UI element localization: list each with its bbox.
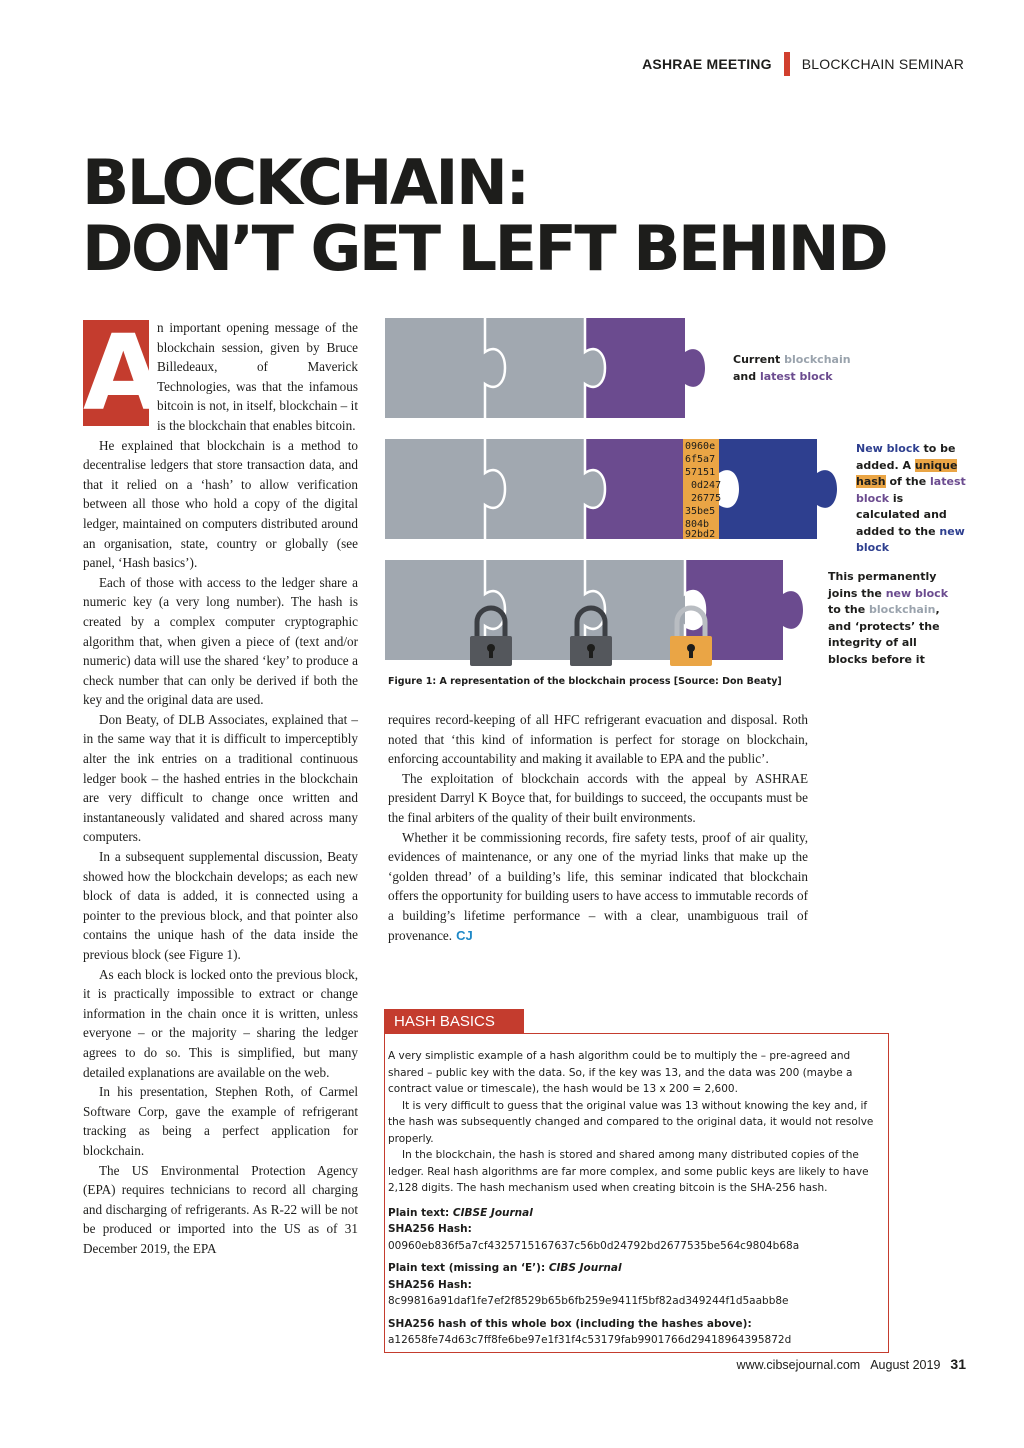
paragraph [388,828,808,946]
paragraph: As each block is locked onto the previous block, it is practically impossible to extract or change information in the chain once it is written, unless everyone – or the majority – sharing the ledger agrees to do so. This is simplified, but many detailed explanations are available on the web. [83,966,358,1080]
paragraph: requires record-keeping of all HFC refrigerant evacuation and disposal. Roth noted that ‘this kind of information is perfect for storage on blockchain, enforcing accountability and making it available to EPA and the public’. [388,712,808,767]
left-column [83,312,358,1259]
paragraph: The US Environmental Protection Agency (EPA) requires technicians to record all charging and discharging of refrigerants. As R-22 will be not be produced or imported into the US as of 31 December 2019, the EPA [83,1162,358,1256]
hash-label-2: SHA256 Hash: [388,1278,472,1291]
hash-fragment: 0d247 [691,480,722,491]
label-new-block: New block to be added. A unique hash of the latest block is calculated and added to the new block [856,442,966,554]
hash-label-1: SHA256 Hash: [388,1223,472,1235]
paragraph: In a subsequent supplemental discussion, Beaty showed how the blockchain develops; as each new block of data is added, it is connected using a pointer to the previous block, and that pointer also contains the unique hash of the data inside the previous block (see Figure 1). [83,849,358,962]
label-current-blockchain: Current blockchain and latest block [733,353,851,383]
paragraph: Each of those with access to the ledger share a numeric key (a very long number). The hash is created by a complex computer cryptographic algorithm that, when given a piece of (text and/or numeric) data will use the shared ‘key’ to produce a check number that can only be derived if both the key and the original data are used. [83,574,358,708]
padlock-icon [670,608,712,666]
right-column [388,710,808,945]
running-header [642,52,964,76]
hash-fragment: 92bd2 [685,529,716,540]
journal-url: www.cibsejournal.com [736,1358,861,1372]
title-line-2: DON’T GET LEFT BEHIND [82,212,887,285]
panel-paragraph: In the blockchain, the hash is stored and shared among many distributed copies of the ledger. Real hash algorithms are far more complex, and some public keys are likely to have 2,128 digits. The hash mechanism used when creating bitcoin is the SHA-256 hash. [388,1149,869,1194]
panel-paragraph: It is very difficult to guess that the original value was 13 without knowing the key and, if the hash was subsequently changed and compared to the original data, it would not resolve properly. [388,1099,874,1145]
plain-text-label-2: Plain text (missing an ‘E’): CIBS Journal [388,1262,622,1274]
hash-value-3: a12658fe74d63c7ff8fe6be97e1f31f4c53179fab9901766d29418964395872d [388,1334,792,1346]
panel-paragraph: A very simplistic example of a hash algorithm could be to multiply the – pre-agreed and shared – public key with the data. So, if the key was 13, and the data was 200 (maybe a contract value or timescale), the hash would be 13 x 200 = 2,600. [388,1050,853,1095]
end-mark: CJ [456,927,473,943]
hash-fragment: 57151 [685,467,716,478]
paragraph: He explained that blockchain is a method to decentralise ledgers that store transaction data, and that it relied on a ‘hash’ to allow verification between all those who hold a copy of the digital ledger, maintained on computers distributed around an organisation, state, country or globally (see panel, ‘Hash basics’). [83,437,358,571]
header-divider [784,52,790,76]
paragraph: n important opening message of the blockchain session, given by Bruce Billedeaux, of Maverick Technologies, was that the infamous bitcoin is not, in itself, blockchain – it is the blockchain that enables bitcoin. [157,320,358,433]
page-footer [737,1356,966,1372]
box-hash-label: SHA256 hash of this whole box (including the hashes above): [388,1317,752,1330]
hash-fragment: 26775 [691,493,722,504]
issue-date: August 2019 [870,1358,941,1372]
row3-grey-blocks [385,560,685,660]
paragraph: In his presentation, Stephen Roth, of Carmel Software Corp, gave the example of refrigerant tracking as being a perfect application for blockchain. [83,1084,358,1158]
paragraph: Don Beaty, of DLB Associates, explained that – in the same way that it is difficult to imperceptibly alter the ink entries on a traditional continuous ledger book – the hashed entries in the blockchain are very difficult to change once written and instantaneously validated and shared across many computers. [83,711,358,845]
hash-fragment: 804b [685,519,710,530]
article-title [82,146,887,285]
hash-fragment: 35be5 [685,506,716,517]
hash-basics-panel [384,1033,889,1353]
row2-new-block [719,439,837,539]
paragraph: The exploitation of blockchain accords with the appeal by ASHRAE president Darryl K Boyce that, for buildings to succeed, the occupants must be the final arbiters of the quality of their built environments. [388,770,808,825]
hash-basics-tab: HASH BASICS [384,1009,524,1034]
page-number: 31 [950,1356,966,1372]
section-name: ASHRAE MEETING [642,56,772,72]
subsection-name: BLOCKCHAIN SEMINAR [801,56,964,72]
hash-fragment: 0960e [685,441,716,452]
paragraph-text: Whether it be commissioning records, fire safety tests, proof of air quality, evidences of maintenance, or any one of the myriad links that make up the ‘golden thread’ of a building’s life, this seminar indicated that blockchain offers the opportunity for building users to have access to immutable records of a building’s lifetime performance – with a clear, unambiguous trail of provenance. [388,829,808,943]
blockchain-figure [385,318,965,693]
hash-value-1: 00960eb836f5a7cf4325715167637c56b0d24792bd2677535be564c9804b68a [388,1239,800,1252]
hash-value-2: 8c99816a91daf1fe7ef2f8529b65b6fb259e9411f5bf82ad349244f1d5aabb8e [388,1295,789,1307]
label-permanent-join: This permanently joins the new block to the blockchain, and ‘protects’ the integrity of all blocks before it [828,570,949,666]
title-line-1: BLOCKCHAIN: [82,146,528,219]
drop-cap: A [83,312,160,434]
hash-fragment: 6f5a7 [685,454,716,465]
figure-caption: Figure 1: A representation of the blockchain process [Source: Don Beaty] [388,676,782,687]
plain-text-label-1: Plain text: CIBSE Journal [388,1206,533,1219]
